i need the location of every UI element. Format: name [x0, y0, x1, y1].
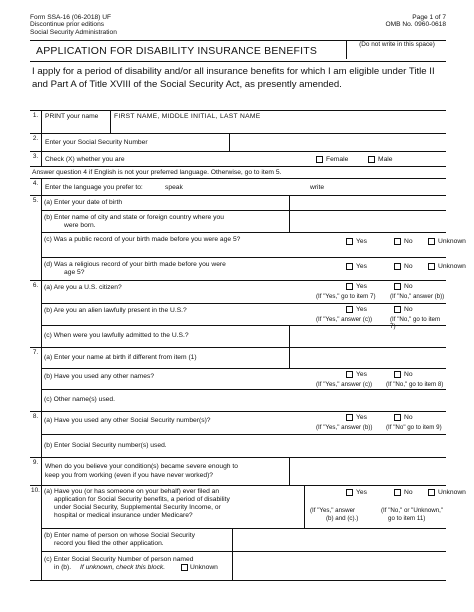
male-label: Male: [378, 156, 393, 163]
citizen-yes-note: (If "Yes," go to item 7): [316, 293, 376, 300]
page-info-block: [386, 14, 446, 29]
filer-ssn-label-1: (c) Enter Social Security Number of person named: [44, 556, 194, 563]
title-row: [30, 40, 446, 62]
yes-label: Yes: [356, 489, 367, 496]
public-record-unknown-checkbox[interactable]: [428, 238, 435, 245]
birthplace-label-2: were born.: [64, 222, 96, 229]
page-number: Page 1 of 7: [412, 14, 446, 21]
item-5a-row: [42, 196, 446, 211]
item-6b-row: [42, 304, 446, 330]
ssn-input[interactable]: [230, 134, 446, 151]
item-7a-row: [42, 348, 446, 369]
item-9-row: [30, 458, 446, 486]
alien-question: (b) Are you an alien lawfully present in the U.S.?: [44, 307, 187, 314]
filer-ssn-unknown-checkbox[interactable]: [181, 564, 188, 571]
alien-yes-note: (If "Yes," answer (c)): [316, 316, 373, 323]
birth-name-label: (a) Enter your name at birth if different from item (1): [44, 354, 197, 361]
sex-label: Check (X) whether you are: [45, 156, 125, 163]
item-10-row: [30, 486, 466, 581]
item-7-row: [30, 348, 446, 412]
form-body: [30, 110, 466, 581]
prior-filing-question-2: application for Social Security benefits, a period of disability: [54, 496, 230, 503]
write-language-input[interactable]: [330, 179, 446, 195]
form-title: APPLICATION FOR DISABILITY INSURANCE BENEFITS: [36, 45, 318, 57]
item-number: 9.: [30, 458, 42, 485]
no-label: No: [404, 489, 413, 496]
prior-filing-question-3: under Social Security, Supplemental Security Income, or: [54, 504, 221, 511]
agency-name: Social Security Administration: [30, 28, 117, 36]
office-use-box: (Do not write in this space): [346, 41, 447, 59]
intro-statement: I apply for a period of disability and/or all insurance benefits for which I am eligible under Title II and Part A of Title XVIII of the Social Security Act, as presently amended.: [32, 66, 435, 90]
public-record-no-checkbox[interactable]: [394, 238, 401, 245]
prior-filing-unknown-checkbox[interactable]: [428, 489, 435, 496]
item-4-note-row: [30, 167, 446, 179]
prior-filing-no-note-1: (If "No," or "Unknown,": [381, 507, 444, 514]
other-ssn-question: (a) Have you used any other Social Security number(s)?: [44, 417, 211, 424]
other-ssn-no-checkbox[interactable]: [394, 414, 401, 421]
item-2-row: [30, 134, 446, 152]
other-names-yes-note: (If "Yes," answer (c)): [316, 381, 373, 388]
yes-label: Yes: [356, 263, 367, 270]
speak-label: speak: [165, 184, 183, 191]
female-checkbox[interactable]: [316, 156, 323, 163]
item-8b-row: [42, 435, 446, 457]
birthplace-input[interactable]: [290, 211, 446, 232]
alien-no-note: (If "No," go to item 7): [390, 316, 441, 330]
name-label: PRINT your name: [45, 113, 99, 120]
form-id: Form SSA-16 (06-2018) UF: [30, 14, 111, 21]
ssn-label: Enter your Social Security Number: [45, 139, 148, 146]
yes-label: Yes: [356, 238, 367, 245]
prior-filing-question-4: hospital or medical insurance under Medicare?: [54, 512, 193, 519]
prior-filing-yes-note-1: (If "Yes," answer: [310, 507, 356, 514]
other-names-input[interactable]: [142, 390, 446, 411]
item-5d-row: [42, 258, 466, 280]
other-names-used-label: (c) Other name(s) used.: [44, 396, 115, 403]
item-4-instruction: Answer question 4 if English is not your preferred language. Otherwise, go to item 5.: [32, 169, 282, 176]
birthplace-label-1: (b) Enter name of city and state or foreign country where you: [44, 214, 224, 221]
item-5c-row: [42, 233, 466, 258]
male-checkbox[interactable]: [368, 156, 375, 163]
speak-language-input[interactable]: [190, 179, 310, 195]
religious-record-yes-checkbox[interactable]: [346, 263, 353, 270]
other-names-yes-checkbox[interactable]: [346, 371, 353, 378]
filer-ssn-label-2: in (b).: [54, 564, 72, 571]
item-5b-row: [42, 211, 446, 233]
item-6c-row: [42, 326, 446, 347]
item-8a-row: [42, 412, 446, 435]
write-label: write: [310, 184, 325, 191]
item-10c-row: [42, 552, 446, 581]
filer-ssn-input[interactable]: [233, 552, 446, 580]
item-number: 8.: [30, 412, 42, 457]
item-number: 7.: [30, 348, 42, 411]
dob-input[interactable]: [290, 196, 446, 210]
dob-label: (a) Enter your date of birth: [44, 199, 123, 206]
citizen-question: (a) Are you a U.S. citizen?: [44, 284, 122, 291]
item-8-row: [30, 412, 446, 458]
item-number: 10.: [30, 486, 42, 581]
prior-filing-yes-checkbox[interactable]: [346, 489, 353, 496]
religious-record-unknown-checkbox[interactable]: [428, 263, 435, 270]
public-record-yes-checkbox[interactable]: [346, 238, 353, 245]
yes-label: Yes: [356, 283, 367, 290]
citizen-no-note: (If "No," answer (b)): [390, 293, 445, 300]
prior-filing-no-note-2: go to item 11): [388, 515, 426, 522]
item-number: 1.: [30, 111, 42, 133]
religious-record-no-checkbox[interactable]: [394, 263, 401, 270]
yes-label: Yes: [356, 306, 367, 313]
onset-date-input[interactable]: [290, 458, 446, 485]
other-names-question: (b) Have you used any other names?: [44, 373, 155, 380]
citizen-no-checkbox[interactable]: [394, 283, 401, 290]
yes-label: Yes: [356, 414, 367, 421]
prior-filing-no-checkbox[interactable]: [394, 489, 401, 496]
alien-no-checkbox[interactable]: [394, 306, 401, 313]
prior-editions-note: Discontinue prior editions: [30, 21, 105, 29]
female-label: Female: [326, 156, 349, 163]
unknown-label: Unknown: [190, 564, 218, 571]
name-input[interactable]: FIRST NAME, MIDDLE INITIAL, LAST NAME: [114, 113, 261, 120]
item-1-row: [30, 111, 446, 134]
onset-question-1: When do you believe your condition(s) became severe enough to: [45, 463, 238, 470]
citizen-yes-checkbox[interactable]: [346, 283, 353, 290]
item-6-row: [30, 281, 446, 348]
item-number: 5.: [30, 196, 42, 280]
public-record-question: (c) Was a public record of your birth made before you were age 5?: [44, 236, 241, 243]
unknown-label: Unknown: [438, 489, 466, 496]
item-5-row: [30, 196, 466, 281]
item-number: 2.: [30, 134, 42, 151]
admission-date-input[interactable]: [290, 326, 446, 347]
yes-label: Yes: [356, 371, 367, 378]
item-number: 6.: [30, 281, 42, 347]
filer-name-input[interactable]: [233, 529, 446, 551]
divider: [110, 111, 111, 133]
omb-number: OMB No. 0960-0618: [385, 21, 446, 29]
item-7c-row: [42, 390, 446, 411]
item-4-row: [30, 179, 446, 196]
other-ssn-no-note: (If "No" go to item 9): [386, 424, 442, 431]
admission-date-label: (c) When were you lawfully admitted to the U.S.?: [44, 332, 189, 339]
unknown-label: Unknown: [438, 238, 466, 245]
no-label: No: [404, 414, 413, 421]
other-names-no-note: (If "No," go to item 8): [386, 381, 444, 388]
item-number: 4.: [30, 179, 42, 195]
filer-name-label-1: (b) Enter name of person on whose Social Security: [44, 532, 195, 539]
other-ssn-yes-note: (If "Yes," answer (b)): [316, 424, 373, 431]
religious-record-question-2: age 5?: [64, 269, 85, 276]
alien-yes-checkbox[interactable]: [346, 306, 353, 313]
onset-question-2: keep you from working (even if you have never worked)?: [45, 472, 214, 479]
unknown-label: Unknown: [438, 263, 466, 270]
other-ssn-input[interactable]: [212, 435, 446, 457]
prior-filing-question-1: (a) Have you (or has someone on your behalf) ever filed an: [44, 488, 220, 495]
no-label: No: [404, 306, 413, 313]
no-label: No: [404, 263, 413, 270]
item-number: 3.: [30, 152, 42, 166]
no-label: No: [404, 371, 413, 378]
filer-name-label-2: record you filed the other application.: [54, 540, 164, 547]
prior-filing-yes-note-2: (b) and (c).): [326, 515, 359, 522]
item-7b-row: [42, 369, 446, 390]
other-names-no-checkbox[interactable]: [394, 371, 401, 378]
filer-ssn-unknown-instruction: If unknown, check this block.: [80, 564, 166, 571]
birth-name-input[interactable]: [290, 348, 446, 368]
divider: [304, 486, 305, 528]
other-ssn-yes-checkbox[interactable]: [346, 414, 353, 421]
item-6a-row: [42, 281, 446, 304]
no-label: No: [404, 238, 413, 245]
ssn-used-label: (b) Enter Social Security number(s) used.: [44, 442, 167, 449]
form-id-block: [30, 14, 117, 36]
no-label: No: [404, 283, 413, 290]
language-label: Enter the language you prefer to:: [45, 184, 143, 191]
item-10a-row: [42, 486, 466, 529]
item-10b-row: [42, 529, 446, 552]
item-3-row: [30, 152, 446, 167]
religious-record-question-1: (d) Was a religious record of your birth made before you were: [44, 261, 226, 268]
